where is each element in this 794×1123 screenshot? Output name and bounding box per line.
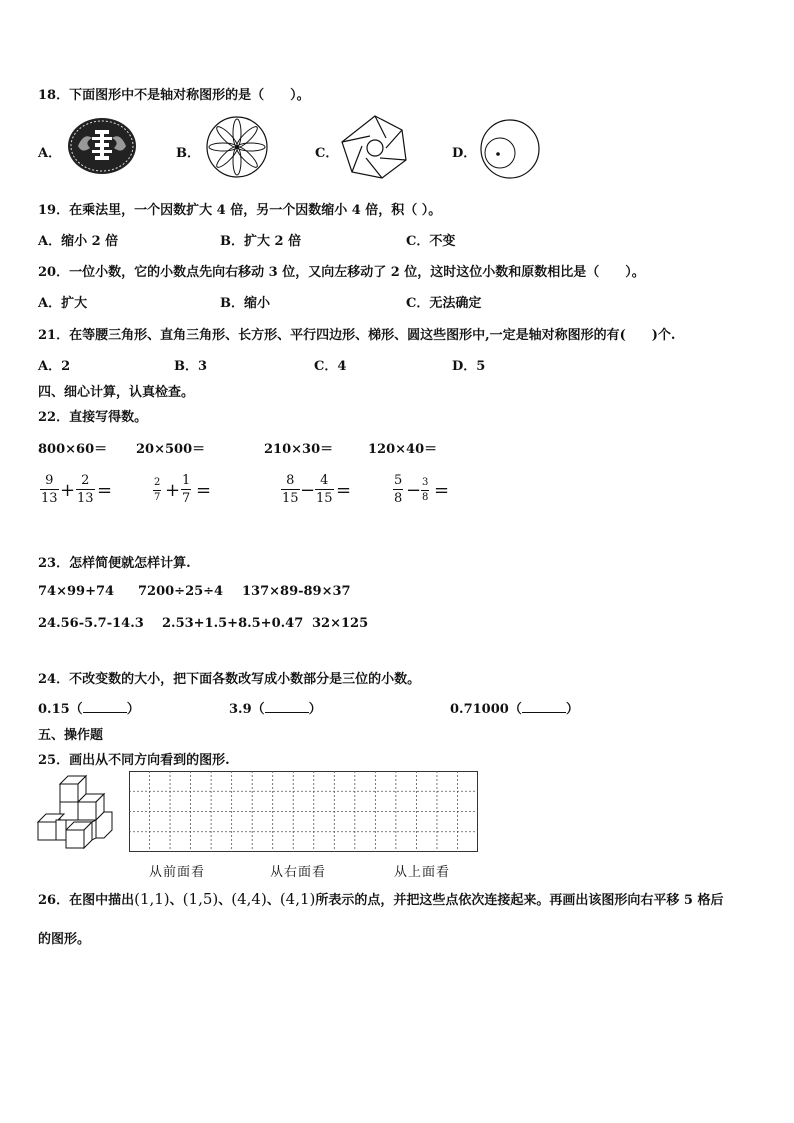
q18-option-b-label: B．	[176, 146, 200, 161]
q26-text-line2: 的图形。	[38, 932, 91, 947]
q25-text: 25．画出从不同方向看到的图形.	[38, 753, 230, 768]
fraction: $\frac{2}{13}$	[77, 473, 94, 506]
fraction: $\frac{3}{8}$	[422, 477, 429, 503]
q23-calc-5: 2.53+1.5+8.5+0.47	[162, 616, 304, 631]
answer-blank[interactable]	[83, 700, 127, 713]
q24-item-3: 0.71000（ ）	[450, 702, 579, 717]
plus-sign: +	[60, 480, 76, 501]
q23-text: 23．怎样简便就怎样计算.	[38, 556, 191, 571]
fraction: $\frac{5}{8}$	[394, 473, 403, 506]
q22-calc-4: 120×40＝	[368, 442, 438, 457]
flower-circle-figure	[201, 116, 273, 178]
answer-blank[interactable]	[522, 700, 566, 713]
q23-calc-6: 32×125	[312, 616, 369, 631]
q22-text: 22．直接写得数。	[38, 410, 148, 425]
equals-sign: =	[336, 480, 352, 501]
q21-option-b: B．3	[174, 359, 208, 374]
q20-option-c: C．无法确定	[406, 296, 482, 311]
ornament-disc-figure	[66, 116, 138, 176]
cube-stack-figure	[36, 774, 118, 854]
fraction: $\frac{1}{7}$	[182, 473, 191, 506]
answer-blank[interactable]	[265, 700, 309, 713]
dotted-grid[interactable]	[129, 771, 479, 853]
fraction: $\frac{2}{7}$	[154, 477, 161, 503]
q22-calc-3: 210×30＝	[264, 442, 334, 457]
q20-option-b: B．缩小	[220, 296, 270, 311]
q21-option-c: C．4	[314, 359, 347, 374]
q24-item-2: 3.9（ ）	[229, 702, 322, 717]
equals-sign: =	[97, 480, 113, 501]
q20-text: 20．一位小数，它的小数点先向右移动 3 位，又向左移动了 2 位，这时这位小数和原数相比是（ ）。	[38, 265, 645, 280]
minus-sign: −	[300, 480, 316, 501]
minus-sign: −	[406, 480, 422, 501]
q18-option-d-label: D．	[452, 146, 477, 161]
q24-text: 24．不改变数的大小，把下面各数改写成小数部分是三位的小数。	[38, 672, 421, 687]
q22-calc-1: 800×60＝	[38, 442, 108, 457]
q26-text: 26．在图中描出(1,1)、(1,5)、(4,4)、(4,1)所表示的点，并把这些点依次连接起来。再画出该图形向右平移 5 格后	[38, 890, 724, 908]
equals-sign: =	[434, 480, 450, 501]
q22-calc-2: 20×500＝	[136, 442, 206, 457]
fraction: $\frac{8}{15}$	[282, 473, 299, 506]
q18-option-c-label: C．	[315, 146, 339, 161]
q18-text: 18．下面图形中不是轴对称图形的是（ ）。	[38, 88, 310, 103]
q23-calc-1: 74×99+74	[38, 584, 115, 599]
q23-calc-4: 24.56-5.7-14.3	[38, 616, 144, 631]
plus-sign: +	[165, 480, 181, 501]
section-5-heading: 五、操作题	[38, 728, 104, 743]
nested-circles-figure	[478, 118, 542, 180]
q23-calc-3: 137×89-89×37	[242, 584, 351, 599]
section-4-heading: 四、细心计算，认真检查。	[38, 385, 195, 400]
q19-option-a: A．缩小 2 倍	[38, 234, 119, 249]
q19-option-b: B．扩大 2 倍	[220, 234, 302, 249]
q23-calc-2: 7200÷25÷4	[138, 584, 224, 599]
q19-option-c: C．不变	[406, 234, 456, 249]
caption-top-view: 从上面看	[394, 865, 451, 880]
q21-option-a: A．2	[38, 359, 71, 374]
caption-front-view: 从前面看	[149, 865, 206, 880]
fraction: $\frac{4}{15}$	[316, 473, 333, 506]
q19-text: 19．在乘法里，一个因数扩大 4 倍，另一个因数缩小 4 倍，积（ ）。	[38, 203, 442, 218]
q24-item-1: 0.15（ ）	[38, 702, 140, 717]
fraction: $\frac{9}{13}$	[41, 473, 58, 506]
q20-option-a: A．扩大	[38, 296, 88, 311]
caption-right-view: 从右面看	[270, 865, 327, 880]
pinwheel-figure	[336, 112, 414, 182]
equals-sign: =	[196, 480, 212, 501]
q21-text: 21．在等腰三角形、直角三角形、长方形、平行四边形、梯形、圆这些图形中,一定是轴对称图形的有( )个.	[38, 328, 676, 343]
q18-option-a-label: A．	[38, 146, 62, 161]
q21-option-d: D．5	[452, 359, 486, 374]
